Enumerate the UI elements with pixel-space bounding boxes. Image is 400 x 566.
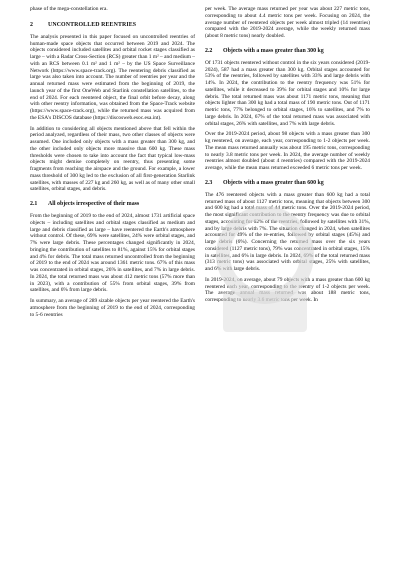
paragraph-weekly-averages: per week. The average mass returned per year was about 227 metric tons, corresponding to about 4.4 metric tons per week. Focusing on 2024, the average number of reentered objects per week almost tripled (14 reentries) compared with the 2019-2024 average, while the weekly returned mass (about 8 metric tons) nearly doubled.: [205, 6, 370, 39]
paper-page: [30, 6, 370, 322]
subsection-heading-over-300kg: [205, 48, 370, 55]
subsection-title: Objects with a mass greater than 300 kg: [223, 47, 324, 54]
subsection-number: 2.1: [30, 201, 38, 207]
paragraph-300kg-averages: Over the 2019-2024 period, about 98 objects with a mass greater than 300 kg reentered, on average, each year, corresponding to 1-2 objects per week. The mean mass returned annually was about 195 metric tons, corresponding to nearly 3.8 metric tons per week. In 2024, the average number of weekly reentries almost doubled (about 4 reentries) compared with the 2019-2024 average, while the mean mass returned exceeded 6 metric tons per week.: [205, 131, 370, 171]
paragraph-300kg-stats: Of 1731 objects reentered without control in the six years considered (2019-2024), 587 had a mass greater than 300 kg. Orbital stages accounted for 53% of the reentries, followed by satellites with 33% and large debris with 14%. In 2024, the contribution to the reentry frequency was 51% for satellites, while it decreased to 39% for orbital stages and 10% for large debris. The total returned mass was about 1171 metric tons, meaning that objects lighter than 300 kg had a total mass of 190 metric tons. Out of 1171 metric tons, 77% belonged to orbital stages, 16% to satellites, and 7% to large debris. In 2024, 67% of the total returned mass was associated with orbital stages, 26% with satellites, and 7% with large debris.: [205, 59, 370, 127]
paragraph-mass-thresholds: In addition to considering all objects mentioned above that fell within the period analyzed, regardless of their mass, two other classes of objects were assumed. One included only objects with a mass greater than 300 kg, and the other included only objects more massive than 600 kg. These mass thresholds were chosen to take into account the fact that typical low-mass objects might demise completely on reentry, thus presenting some fragments from reaching the airspace and the ground. For example, a lower mass threshold of 300 kg led to the exclusion of all first-generation Starlink satellites, with masses of 227 kg and 260 kg, as well as of many other small satellites, orbital stages, and debris.: [30, 125, 195, 193]
paragraph-all-objects-stats: From the beginning of 2019 to the end of 2024, almost 1731 artificial space objects – including satellites and orbital stages classified as medium and large and debris classified as large – have reentered the Earth's atmosphere without control. Of these, 69% were satellites, 24% were orbital stages, and 7% were large debris. These percentages changed significantly in 2024, bringing the contribution of satellites to 81%, against 15% for orbital stages and 4% for debris. The total mass returned uncontrolled from the beginning of 2019 to the end of 2024 was around 1361 metric tons. 67% of this mass was concentrated in orbital stages, 26% in satellites, and 7% in large debris. In 2024, the total returned mass was about 412 metric tons (57% more than in 2023), with a contribution of 55% from orbital stages, 39% from satellites, and 6% from large debris.: [30, 213, 195, 294]
two-column-layout: [30, 6, 370, 322]
subsection-number: 2.2: [205, 47, 213, 54]
left-column: [30, 6, 195, 322]
section-heading-uncontrolled-reentries: [30, 22, 195, 29]
right-column: [205, 6, 370, 322]
subsection-heading-all-objects: [30, 201, 195, 208]
paragraph-600kg-stats: The 476 reentered objects with a mass greater than 600 kg had a total returned mass of about 1127 metric tons, meaning that objects between 300 and 600 kg had a total mass of 44 metric tons. Over the 2019-2024 period, the most significant contribution to the reentry frequency was due to orbital stages, accounting for 62% of the reentries, followed by satellites with 31%, and by large debris with 7%. The situation changed in 2024, when satellites accounted for 49% of the re-entries, followed by orbital stages (45%) and large debris (6%). Concerning the returned mass over the six years considered (1127 metric tons), 79% was concentrated in orbital stages, 15% in satellites, and 6% in large debris. In 2024, 69% of the total returned mass (313 metric tons) was associated with orbital stages, 25% with satellites, and 6% with large debris.: [205, 191, 370, 272]
paragraph-analysis-scope: The analysis presented in this paper focused on uncontrolled reentries of human-made space objects that occurred between 2019 and 2024. The objects considered included satellites and orbital rocket stages classified as large – with a Radar Cross-Section (RCS) greater than 1 m² – and medium – with an RCS between 0.1 m² and 1 m² – by the US Space Surveillance Network (https://www.space-track.org). The reentering debris classified as large was also taken into account. The number of reentries per year and the annual returned mass were estimated from the beginning of 2019, the launch year of the first OneWeb and Starlink constellation satellites, to the end of 2024. For each reentered object, the final orbit before decay, along with other reentry information, was obtained from the Space-Track website (https://www.space-track.org), while the returned mass was acquired from the ESA's DISCOS database (https://discosweb.esoc.esa.int).: [30, 33, 195, 121]
subsection-number: 2.3: [205, 179, 213, 186]
section-number: 2: [30, 21, 34, 28]
subsection-heading-over-600kg: [205, 180, 370, 187]
paragraph-continuation: phase of the mega-constellation era.: [30, 6, 108, 12]
paragraph-600kg-averages: In 2019-2024, on average, about 79 objects with a mass greater than 600 kg reentered each year, corresponding to the reentry of 1-2 objects per week. The average annual mass returned was about 188 metric tons, corresponding to nearly 3.6 metric tons per week. In: [205, 276, 370, 303]
subsection-title: All objects irrespective of their mass: [48, 201, 140, 207]
section-title: UNCONTROLLED REENTRIES: [48, 21, 137, 28]
subsection-title: Objects with a mass greater than 600 kg: [223, 179, 324, 186]
paragraph-summary: In summary, an average of 289 sizable objects per year reentered the Earth's atmosphere from the beginning of 2019 to the end of 2024, corresponding to 5-6 reentries: [30, 298, 195, 318]
